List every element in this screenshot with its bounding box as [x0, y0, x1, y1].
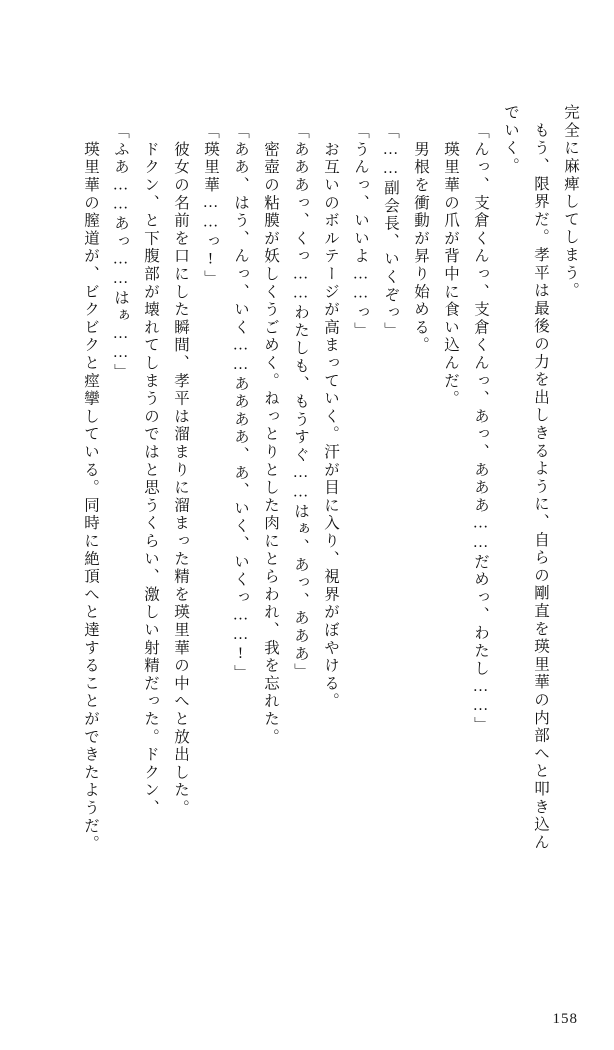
text-column: 「……副会長、いくぞっ」 — [382, 123, 399, 340]
text-column: 「うんっ、いいよ……っ」 — [352, 123, 369, 340]
text-column: 「瑛里華……っ!」 — [202, 123, 219, 288]
vertical-text-body — [68, 104, 578, 914]
text-column: 「あああっ、くっ……わたしも、もうすぐ……はぁ、あっ、あああ」 — [292, 123, 309, 681]
text-column: 「ふあ……あっ……はぁ……」 — [112, 123, 129, 382]
text-column: 「ああ、はう、んっ、いく……ああああ、あ、いく、いくっ……!」 — [232, 123, 249, 683]
text-column: でいく。 — [502, 104, 519, 176]
text-column: 瑛里華の爪が背中に食い込んだ。 — [442, 123, 459, 408]
page-number: 158 — [552, 1011, 578, 1027]
text-column: 完全に麻痺してしまう。 — [562, 104, 579, 300]
text-column: お互いのボルテージが高まっていく。汗が目に入り、視界がぼやける。 — [322, 123, 339, 711]
text-column: 彼女の名前を口にした瞬間、孝平は溜まりに溜まった精を瑛里華の中へと放出した。 — [172, 123, 189, 818]
text-column: ドクン、と下腹部が壊れてしまうのではと思うくらい、激しい射精だった。ドクン、 — [142, 123, 159, 818]
text-column: 男根を衝動が昇り始める。 — [412, 123, 429, 355]
text-column: 瑛里華の膣道が、ビクビクと痙攣している。同時に絶頂へと達することができたようだ。 — [82, 123, 99, 853]
text-column: 「んっ、支倉くんっ、支倉くんっ、あっ、あああ……だめっ、わたし……」 — [472, 123, 489, 735]
text-column: 密壺の粘膜が妖しくうごめく。ねっとりとした肉にとらわれ、我を忘れた。 — [262, 123, 279, 746]
text-column: もう、限界だ。孝平は最後の力を出しきるように、自らの剛直を瑛里華の内部へと叩き込ん — [532, 104, 549, 852]
